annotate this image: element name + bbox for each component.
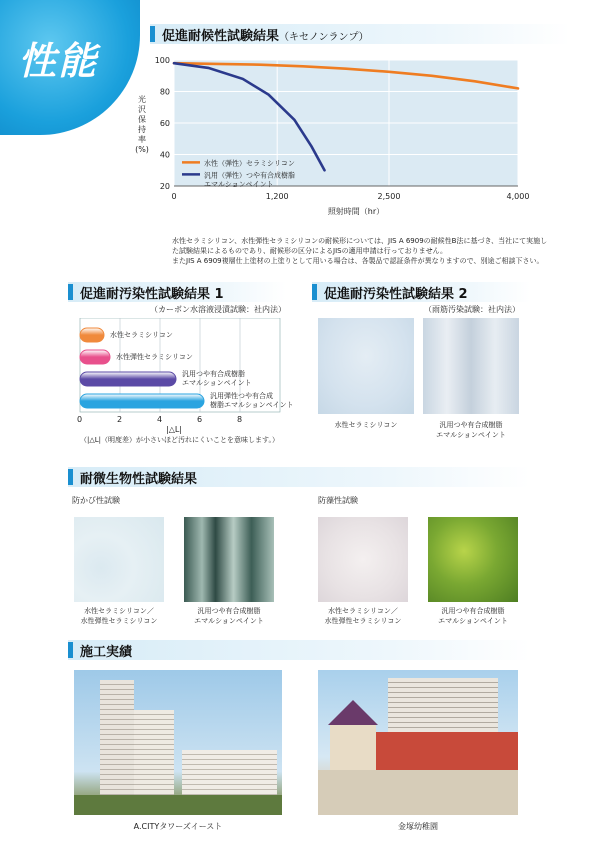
y-axis-label-char: 保: [138, 115, 146, 124]
stain2-caption-1: 水性セラミシリコン: [334, 421, 398, 429]
bar-x-tick-label: 8: [237, 415, 243, 424]
x-tick-label: 4,000: [506, 192, 530, 201]
weathering-note-2: またJIS A 6909複層仕上塗材の上塗りとして用いる場合は、各製品で認証条件が異なりますので、別途ご相談下さい。: [172, 257, 544, 265]
bar-note: （|△L|（明度差）が小さいほど汚れにくいことを意味します。）: [80, 436, 279, 444]
algae-caption-1: 水性セラミシリコン／ 水性弾性セラミシリコン: [324, 607, 402, 625]
algae-caption-2: 汎用つや有合成樹脂 エマルションペイント: [438, 607, 508, 625]
bar-3: [80, 394, 204, 408]
stain2-title: 促進耐汚染性試験結果 2: [324, 287, 468, 302]
stain2-subtitle: （雨筋汚染試験：社内法）: [424, 305, 520, 314]
weathering-section-header: [150, 24, 570, 44]
weathering-line-chart: [128, 50, 538, 230]
weathering-note-0: 水性セラミシリコン、水性弾性セラミシリコンの耐候形については、JIS A 6909の耐候性B法に基づき、当社にて実施し: [172, 237, 548, 245]
stain2-section-header: [312, 282, 530, 302]
x-tick-label: 2,500: [377, 192, 401, 201]
stain1-section-header: [68, 282, 286, 302]
stain2-caption-2: 汎用つや有合成樹脂 エマルションペイント: [436, 421, 506, 439]
bar-x-tick-label: 2: [117, 415, 123, 424]
stain2-photo-ceramic: [318, 318, 414, 414]
y-axis-label-char: 率: [138, 135, 146, 144]
y-tick-label: 80: [159, 87, 170, 97]
weathering-subtitle: （キセノンランプ）: [279, 32, 369, 43]
works-photo-tower: [74, 670, 282, 815]
bar-x-axis-label: |△L|: [166, 425, 182, 434]
mold-caption-1: 水性セラミシリコン／ 水性弾性セラミシリコン: [80, 607, 158, 625]
legend-label-1: 汎用（弾性）つや有合成樹脂: [204, 171, 295, 180]
bar-category-label-0: 水性セラミシリコン: [110, 330, 173, 339]
y-tick-label: 20: [159, 182, 170, 191]
y-axis-label-char: 沢: [138, 105, 146, 114]
mold-photo-ceramic: [74, 517, 164, 602]
bar-x-tick-label: 0: [77, 415, 83, 424]
bar-2: [80, 372, 176, 386]
stain1-subtitle: （カーボン水溶液浸漬試験：社内法）: [150, 305, 286, 314]
mold-test-label: 防かび性試験: [72, 496, 120, 505]
weathering-note-1: た試験結果によるものであり、耐候形の区分によるJISの適用申請は行っておりません。: [172, 247, 447, 255]
weathering-title: 促進耐候性試験結果: [162, 29, 280, 44]
works-section-header: [68, 640, 530, 660]
stain2-photo-emulsion: [423, 318, 519, 414]
algae-photo-ceramic: [318, 517, 408, 602]
mold-caption-2: 汎用つや有合成樹脂 エマルションペイント: [194, 607, 264, 625]
microbe-title: 耐微生物性試験結果: [80, 472, 198, 487]
bar-category-label-2: 汎用つや有合成樹脂 エマルションペイント: [182, 370, 252, 387]
bar-x-tick-label: 4: [157, 415, 163, 424]
y-tick-label: 40: [159, 150, 170, 160]
y-axis-label-char: (%): [135, 145, 149, 154]
y-tick-label: 60: [159, 119, 170, 128]
bar-category-label-1: 水性弾性セラミシリコン: [116, 352, 193, 361]
x-tick-label: 1,200: [265, 192, 289, 201]
y-axis-label-char: 光: [138, 95, 146, 104]
bar-0: [80, 328, 104, 342]
mold-photo-emulsion: [184, 517, 274, 602]
y-tick-label: 100: [154, 56, 170, 65]
y-axis-label-char: 持: [138, 125, 146, 134]
works-caption-tower: A.CITYタワーズイースト: [133, 822, 223, 831]
bar-1: [80, 350, 110, 364]
stain1-bar-chart: [70, 318, 294, 468]
stain1-title: 促進耐汚染性試験結果 1: [80, 287, 224, 302]
page-title: 性能: [18, 39, 99, 83]
microbe-section-header: [68, 467, 530, 487]
algae-photo-emulsion: [428, 517, 518, 602]
works-caption-kindergarten: 金塚幼稚園: [398, 822, 438, 831]
bar-category-label-3: 汎用弾性つや有合成 樹脂エマルションペイント: [210, 392, 294, 409]
legend-label-0: 水性（弾性）セラミシリコン: [204, 159, 295, 168]
x-axis-label: 照射時間（hr）: [327, 207, 385, 216]
weathering-notes: [172, 236, 582, 266]
works-photo-kindergarten: [318, 670, 518, 815]
x-tick-label: 0: [171, 192, 177, 201]
algae-test-label: 防藻性試験: [318, 496, 358, 505]
legend-label-1-cont: エマルションペイント: [204, 180, 274, 189]
works-title: 施工実績: [80, 645, 133, 660]
bar-x-tick-label: 6: [197, 415, 203, 424]
